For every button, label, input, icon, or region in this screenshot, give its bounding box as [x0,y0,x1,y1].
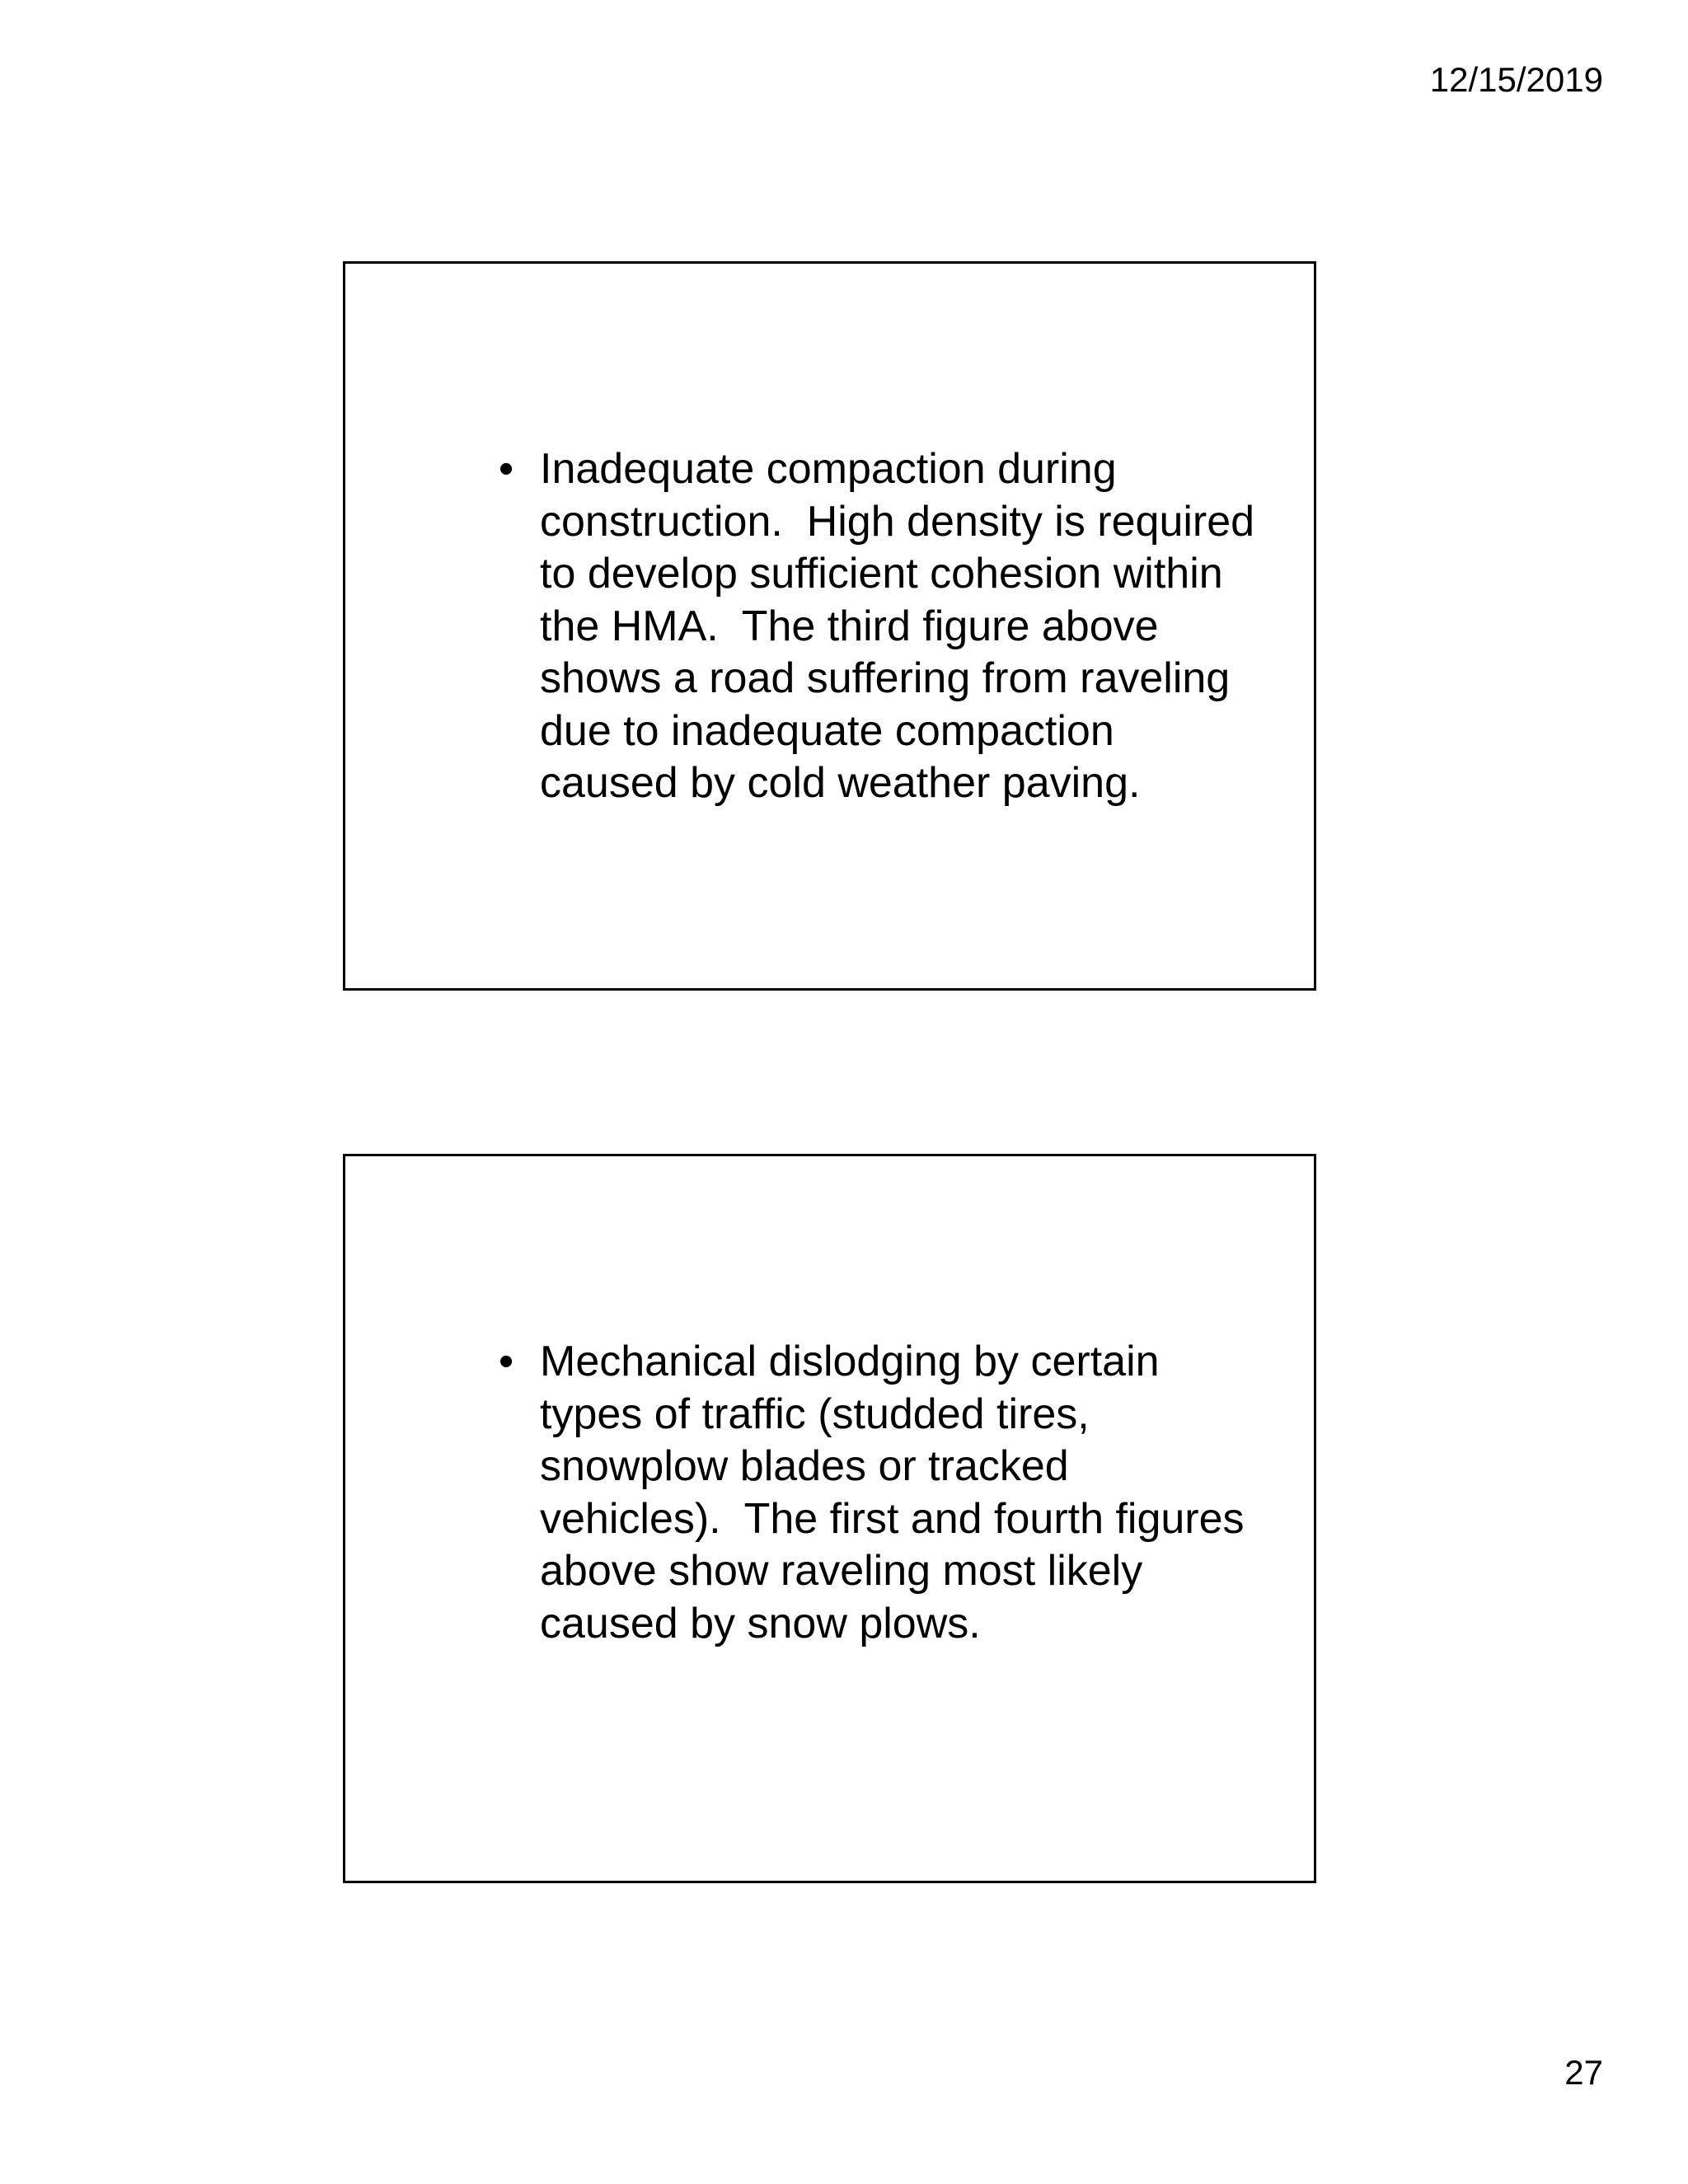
page-number: 27 [1564,2053,1603,2092]
text-line: construction. High density is required [540,497,1255,546]
text-line: Inadequate compaction during [540,445,1117,493]
bullet-text [540,1336,1282,1650]
text-line: caused by cold weather paving. [540,759,1141,807]
slide-frame-1 [343,261,1316,991]
text-line: caused by snow plows. [540,1599,981,1647]
bullet-icon: • [499,1338,514,1385]
text-line: the HMA. The third figure above [540,602,1159,650]
text-line: vehicles). The first and fourth figures [540,1494,1245,1543]
bullet-item [499,443,1290,810]
text-line: above show raveling most likely [540,1547,1143,1595]
slide-frame-2 [343,1154,1316,1883]
bullet-icon: • [499,445,514,493]
bullet-item [499,1336,1290,1650]
text-line: due to inadequate compaction [540,706,1114,755]
text-line: snowplow blades or tracked [540,1442,1069,1490]
text-line: Mechanical dislodging by certain [540,1338,1160,1385]
text-line: to develop sufficient cohesion within [540,550,1223,598]
text-line: shows a road suffering from raveling [540,654,1231,702]
bullet-text [540,443,1282,810]
text-line: types of traffic (studded tires, [540,1390,1090,1438]
page-date: 12/15/2019 [1429,60,1603,99]
